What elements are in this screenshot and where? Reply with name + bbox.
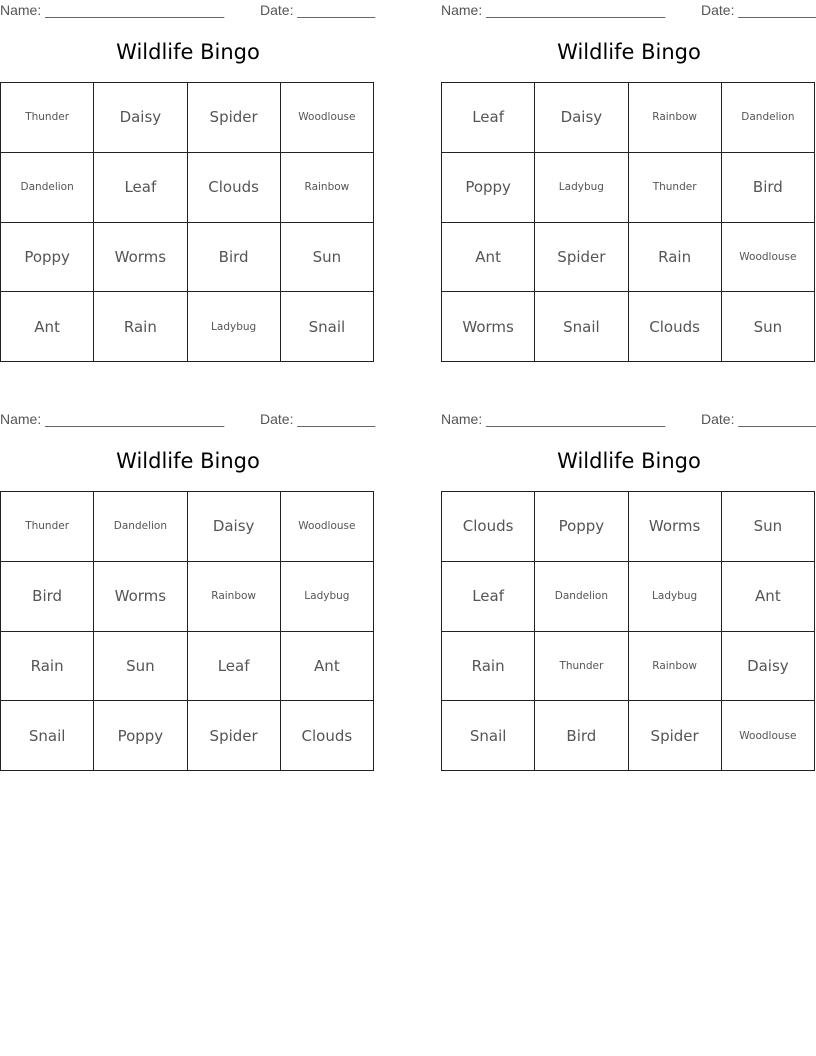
bingo-cell: Rainbow (188, 562, 281, 632)
bingo-cell: Worms (94, 223, 187, 293)
bingo-cell: Spider (188, 701, 281, 771)
bingo-cell: Snail (535, 292, 628, 362)
bingo-cell: Bird (535, 701, 628, 771)
bingo-cell: Rainbow (281, 153, 374, 223)
bingo-grid (0, 82, 374, 362)
name-date-line (0, 411, 376, 429)
bingo-cell: Worms (629, 492, 722, 562)
bingo-cell: Worms (94, 562, 187, 632)
bingo-cell: Woodlouse (281, 83, 374, 153)
card-title: Wildlife Bingo (116, 449, 260, 473)
date-field-label: Date: __________ (260, 2, 376, 18)
bingo-cell: Woodlouse (722, 223, 815, 293)
bingo-cell: Poppy (1, 223, 94, 293)
bingo-cell: Sun (722, 492, 815, 562)
bingo-cell: Poppy (442, 153, 535, 223)
bingo-cell: Rainbow (629, 632, 722, 702)
card-title: Wildlife Bingo (116, 40, 260, 64)
bingo-cell: Spider (629, 701, 722, 771)
bingo-cell: Ladybug (629, 562, 722, 632)
bingo-cell: Clouds (629, 292, 722, 362)
date-field-label: Date: __________ (701, 411, 816, 427)
bingo-cell: Thunder (1, 492, 94, 562)
bingo-cell: Spider (535, 223, 628, 293)
bingo-cell: Dandelion (535, 562, 628, 632)
bingo-cell: Worms (442, 292, 535, 362)
bingo-cell: Ant (281, 632, 374, 702)
card-title: Wildlife Bingo (557, 449, 701, 473)
bingo-cell: Sun (281, 223, 374, 293)
bingo-cell: Dandelion (722, 83, 815, 153)
name-field-label: Name: _______________________ (441, 411, 666, 427)
bingo-cell: Snail (1, 701, 94, 771)
bingo-grid (0, 491, 374, 771)
bingo-cell: Ladybug (188, 292, 281, 362)
bingo-cell: Ant (1, 292, 94, 362)
bingo-cell: Ant (722, 562, 815, 632)
bingo-cell: Bird (722, 153, 815, 223)
bingo-cell: Thunder (535, 632, 628, 702)
bingo-grid (441, 491, 815, 771)
bingo-cell: Sun (722, 292, 815, 362)
name-field-label: Name: _______________________ (0, 411, 225, 427)
bingo-cell: Ladybug (535, 153, 628, 223)
date-field-label: Date: __________ (701, 2, 816, 18)
bingo-cell: Rain (629, 223, 722, 293)
bingo-cell: Woodlouse (281, 492, 374, 562)
bingo-cell: Bird (1, 562, 94, 632)
bingo-cell: Leaf (442, 562, 535, 632)
bingo-cell: Snail (281, 292, 374, 362)
bingo-cell: Ant (442, 223, 535, 293)
bingo-cell: Clouds (442, 492, 535, 562)
bingo-cell: Poppy (535, 492, 628, 562)
bingo-cell: Daisy (94, 83, 187, 153)
bingo-cell: Bird (188, 223, 281, 293)
bingo-cell: Poppy (94, 701, 187, 771)
bingo-cell: Rain (94, 292, 187, 362)
name-date-line (0, 2, 376, 20)
bingo-cell: Leaf (188, 632, 281, 702)
bingo-cell: Rainbow (629, 83, 722, 153)
bingo-cell: Rain (1, 632, 94, 702)
bingo-cell: Clouds (188, 153, 281, 223)
name-date-line (441, 2, 816, 20)
bingo-cell: Clouds (281, 701, 374, 771)
bingo-cell: Daisy (722, 632, 815, 702)
bingo-cell: Leaf (94, 153, 187, 223)
bingo-grid (441, 82, 815, 362)
name-field-label: Name: _______________________ (441, 2, 666, 18)
bingo-cell: Ladybug (281, 562, 374, 632)
date-field-label: Date: __________ (260, 411, 376, 427)
bingo-cell: Thunder (1, 83, 94, 153)
name-field-label: Name: _______________________ (0, 2, 225, 18)
bingo-cell: Woodlouse (722, 701, 815, 771)
bingo-cell: Daisy (535, 83, 628, 153)
bingo-cell: Daisy (188, 492, 281, 562)
bingo-cell: Rain (442, 632, 535, 702)
bingo-cell: Sun (94, 632, 187, 702)
name-date-line (441, 411, 816, 429)
bingo-cell: Thunder (629, 153, 722, 223)
card-title: Wildlife Bingo (557, 40, 701, 64)
bingo-cell: Leaf (442, 83, 535, 153)
bingo-cell: Snail (442, 701, 535, 771)
bingo-cell: Dandelion (1, 153, 94, 223)
bingo-cell: Dandelion (94, 492, 187, 562)
bingo-cell: Spider (188, 83, 281, 153)
